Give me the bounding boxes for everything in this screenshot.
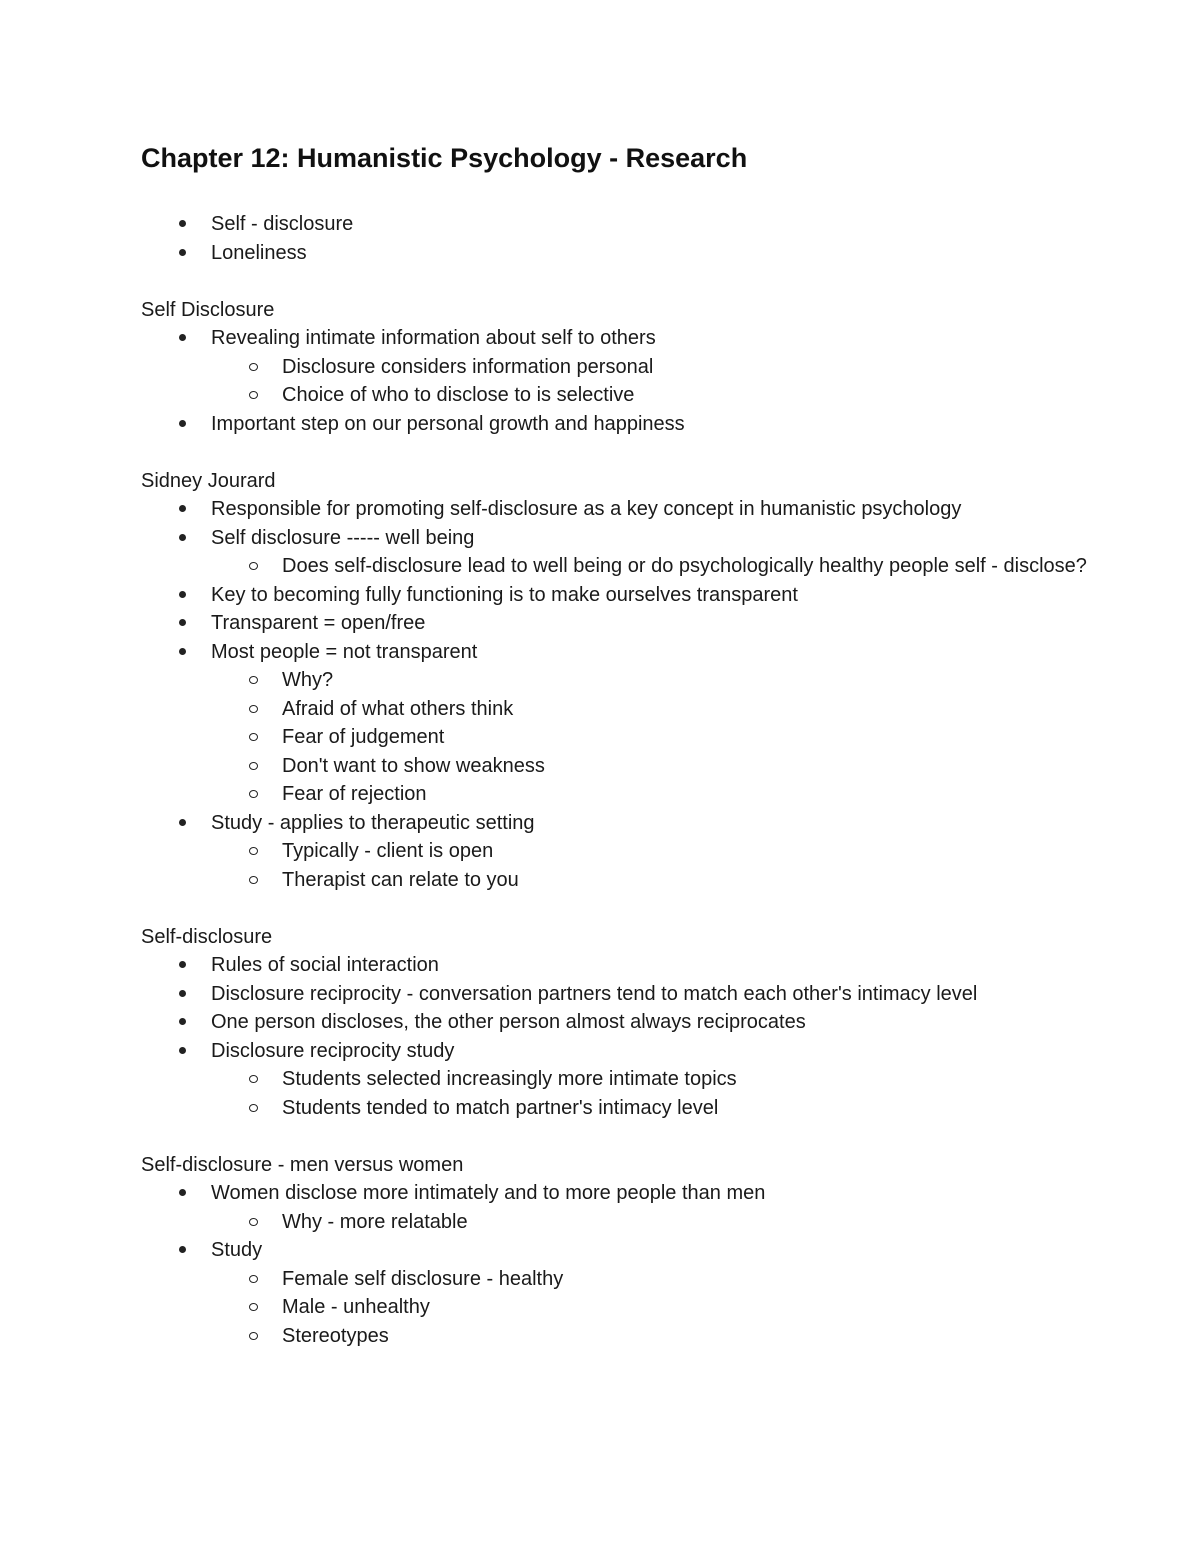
sub-list-item: Why - more relatable [141,1208,1120,1237]
list-item: Transparent = open/free [141,609,1120,638]
section-heading: Self-disclosure [141,925,273,948]
sub-list-item: Female self disclosure - healthy [141,1265,1120,1294]
section-list [141,495,1120,894]
sub-list-item: Therapist can relate to you [141,866,1120,895]
sections-container [141,267,1120,1350]
list-item: Loneliness [141,239,1120,268]
section-spacer [141,894,1120,923]
intro-list [141,210,1120,267]
section-heading: Self-disclosure - men versus women [141,1153,464,1176]
section-heading: Self Disclosure [141,298,275,321]
sub-list-item: Afraid of what others think [141,695,1120,724]
list-item: Self disclosure ----- well being [141,524,1120,553]
section-spacer [141,438,1120,467]
section-list [141,324,1120,438]
list-item: Disclosure reciprocity study [141,1037,1120,1066]
sub-list-item: Choice of who to disclose to is selective [141,381,1120,410]
section-list [141,951,1120,1122]
sub-list-item: Students tended to match partner's intimacy level [141,1094,1120,1123]
sub-list-item: Students selected increasingly more intimate topics [141,1065,1120,1094]
sub-list-item: Does self-disclosure lead to well being or do psychologically healthy people self - disclose? [141,552,1120,581]
list-item: Responsible for promoting self-disclosure as a key concept in humanistic psychology [141,495,1120,524]
list-item: Important step on our personal growth and happiness [141,410,1120,439]
sub-list-item: Stereotypes [141,1322,1120,1351]
sub-list-item: Male - unhealthy [141,1293,1120,1322]
section-spacer [141,1122,1120,1151]
list-item: Study [141,1236,1120,1265]
sub-list-item: Why? [141,666,1120,695]
sub-list-item: Don't want to show weakness [141,752,1120,781]
page-title: Chapter 12: Humanistic Psychology - Research [141,143,748,173]
list-item: One person discloses, the other person almost always reciprocates [141,1008,1120,1037]
list-item: Study - applies to therapeutic setting [141,809,1120,838]
list-item: Disclosure reciprocity - conversation partners tend to match each other's intimacy level [141,980,1120,1009]
list-item: Women disclose more intimately and to more people than men [141,1179,1120,1208]
section-spacer [141,267,1120,296]
sub-list-item: Disclosure considers information personal [141,353,1120,382]
sub-list-item: Typically - client is open [141,837,1120,866]
section-heading: Sidney Jourard [141,469,276,492]
list-item: Revealing intimate information about self to others [141,324,1120,353]
list-item: Self - disclosure [141,210,1120,239]
sub-list-item: Fear of judgement [141,723,1120,752]
list-item: Most people = not transparent [141,638,1120,667]
list-item: Key to becoming fully functioning is to make ourselves transparent [141,581,1120,610]
sub-list-item: Fear of rejection [141,780,1120,809]
section-list [141,1179,1120,1350]
list-item: Rules of social interaction [141,951,1120,980]
